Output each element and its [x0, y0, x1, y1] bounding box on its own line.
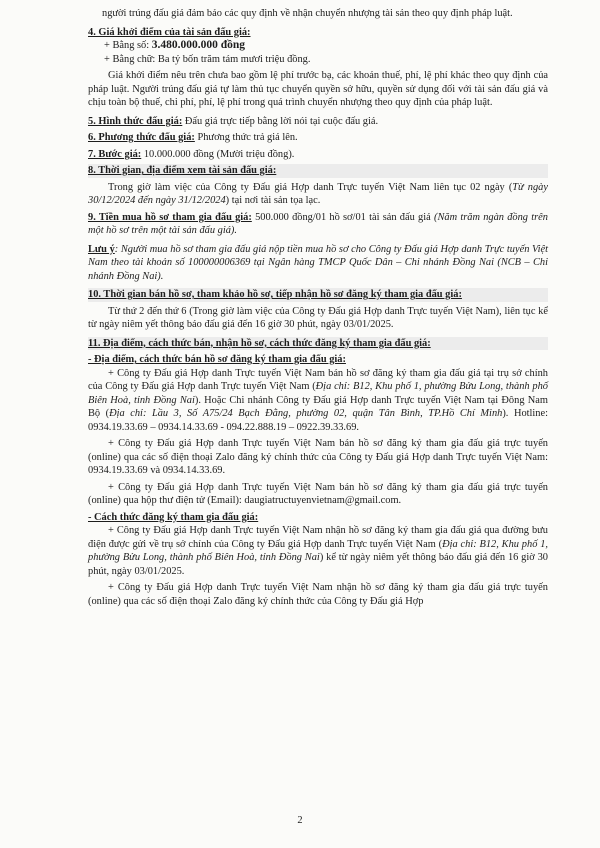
registration-para-1-a: + Công ty Đấu giá Hợp danh Trực tuyến Việt Nam nhận hồ sơ đăng ký tham gia đấu giá qua đường bưu điện được gửi về trụ sở chính của Công ty Đấu giá Hợp danh Trực tuyến Việt Nam ( — [88, 525, 548, 550]
section-8-dates: Từ ngày 30/12/2024 đến ngày 31/12/2024 — [88, 181, 548, 206]
note-label: Lưu ý — [88, 243, 115, 255]
starting-price-number-value: 3.480.000.000 đồng — [151, 39, 246, 51]
section-9 — [88, 211, 548, 238]
hotline-text: ). Hotline: 0934.19.33.69 – 0934.14.33.69 - 094.22.888.19 – 0922.39.33.69. — [88, 408, 548, 433]
intro-text: người trúng đấu giá đảm bảo các quy định về nhận chuyển nhượng tài sản theo quy định pháp luật. — [102, 8, 513, 19]
section-4 — [88, 26, 548, 40]
sale-location-para-2: + Công ty Đấu giá Hợp danh Trực tuyến Việt Nam bán hồ sơ đăng ký tham gia đấu giá trực tuyến (online) qua các số điện thoại Zalo đăng ký chính thức của Công ty Đấu giá Hợp danh Trực tuyến Việt Nam: 0934.19.33.69 và 0934.14.33.69. — [88, 438, 548, 476]
section-11-sub2 — [88, 511, 548, 525]
page-number: 2 — [297, 815, 303, 826]
sale-location-para-1 — [88, 367, 548, 435]
section-6-text: Phương thức trả giá lên. — [194, 132, 298, 143]
registration-address: Địa chỉ: B12, Khu phố 1, phường Bửu Long, thành phố Biên Hoà, tỉnh Đồng Nai — [88, 538, 549, 563]
starting-price-number — [88, 39, 548, 53]
registration-heading: - Cách thức đăng ký tham gia đấu giá: — [88, 511, 259, 523]
section-5-title: 5. Hình thức đấu giá: — [88, 115, 183, 127]
registration-para-1-b: ) kể từ ngày niêm yết thông báo đấu giá đến 16 giờ 30 phút, ngày 03/01/2025. — [88, 552, 548, 577]
section-8-title: 8. Thời gian, địa điểm xem tài sản đấu giá: — [88, 165, 277, 176]
section-6 — [88, 131, 548, 145]
section-5-text: Đấu giá trực tiếp bằng lời nói tại cuộc đấu giá. — [182, 115, 379, 127]
starting-price-note: Giá khởi điểm nêu trên chưa bao gồm lệ phí trước bạ, các khoản thuế, phí, lệ phí khác theo quy định của pháp luật. Người trúng đấu giá tự làm thủ tục chuyển quyền sở hữu, quyền sử dụng đối với tài sản đấu giá và chịu toàn bộ thuế, chi phí, phí, lệ phí trong quá trình chuyển nhượng theo quy định của pháp luật. — [88, 70, 548, 108]
note-block — [88, 243, 548, 284]
section-10-text: Từ thứ 2 đến thứ 6 (Trong giờ làm việc của Công ty Đấu giá Hợp danh Trực tuyến Việt Nam), liên tục kể từ ngày niêm yết thông báo đấu giá đến 16 giờ 30 phút, ngày 03/01/2025. — [88, 305, 548, 330]
section-9-title: 9. Tiền mua hồ sơ tham gia đấu giá: — [88, 211, 252, 223]
section-5 — [88, 115, 548, 129]
note-text: : Người mua hồ sơ tham gia đấu giá nộp tiền mua hồ sơ cho Công ty Đấu giá Hợp danh Trực tuyến Việt Nam theo tài khoản số 100000006369 tại Ngân hàng TMCP Quốc Dân – Chi nhánh Đồng Nai (NCB – Chi nhánh Đồng Nai). — [88, 243, 548, 282]
branch-address: Địa chỉ: Lầu 3, Số A75/24 Bạch Đằng, phường 02, quận Tân Bình, TP.Hồ Chí Minh — [109, 408, 503, 419]
section-10-title: 10. Thời gian bán hồ sơ, tham khảo hồ sơ, tiếp nhận hồ sơ đăng ký tham gia đấu giá: — [88, 289, 462, 300]
section-8-text-b: ) tại nơi tài sản tọa lạc. — [225, 195, 321, 206]
registration-para-2: + Công ty Đấu giá Hợp danh Trực tuyến Việt Nam nhận hồ sơ đăng ký tham gia đấu giá trực tuyến (online) qua các số điện thoại Zalo đăng ký chính thức của Công ty Đấu giá Hợp — [88, 582, 548, 607]
section-11-title: 11. Địa điểm, cách thức bán, nhận hồ sơ, cách thức đăng ký tham gia đấu giá: — [88, 337, 431, 349]
section-10 — [88, 288, 548, 302]
section-9-italic: (Năm trăm ngàn đồng trên một hồ sơ trên một tài sản đấu giá). — [88, 211, 548, 236]
section-7-title: 7. Bước giá: — [88, 148, 142, 160]
registration-para-1 — [88, 524, 548, 578]
section-8-text-a: Trong giờ làm việc của Công ty Đấu giá Hợp danh Trực tuyến Việt Nam liên tục 02 ngày ( — [108, 181, 513, 193]
section-7-text: 10.000.000 đồng (Mười triệu đồng). — [141, 148, 295, 160]
section-4-title: 4. Giá khởi điểm của tài sản đấu giá: — [88, 26, 251, 38]
section-9-text: 500.000 đồng/01 hồ sơ/01 tài sản đấu giá — [251, 211, 434, 223]
starting-price-words-value: Ba tỷ bốn trăm tám mươi triệu đồng. — [157, 53, 311, 65]
starting-price-number-label: + Bằng số: — [104, 40, 152, 51]
head-office-address: Địa chỉ: B12, Khu phố 1, phường Bửu Long, thành phố Biên Hoà, tỉnh Đồng Nai — [88, 381, 548, 406]
sale-location-heading: - Địa điểm, cách thức bán hồ sơ đăng ký tham gia đấu giá: — [88, 354, 346, 365]
sale-location-para-1-a: + Công ty Đấu giá Hợp danh Trực tuyến Việt Nam bán hồ sơ đăng ký tham gia đấu giá tại trụ sở chính của Công ty Đấu giá Hợp danh Trực tuyến Việt Nam ( — [88, 367, 548, 392]
section-11 — [88, 337, 548, 351]
section-11-sub1 — [88, 353, 548, 367]
sale-location-para-3: + Công ty Đấu giá Hợp danh Trực tuyến Việt Nam bán hồ sơ đăng ký tham gia đấu giá trực tuyến (online) qua hộp thư điện tử (Email): daugiatructuyenvietnam@gmail.com. — [88, 481, 548, 506]
sale-location-para-1-b: ). Hoặc Chi nhánh Công ty Đấu giá Hợp danh Trực tuyến Việt Nam tại Đông Nam Bộ ( — [88, 394, 548, 419]
section-8 — [88, 164, 548, 178]
starting-price-words — [88, 53, 548, 67]
starting-price-words-label: + Bằng chữ: — [104, 53, 158, 65]
section-6-title: 6. Phương thức đấu giá: — [88, 132, 195, 143]
section-8-text — [88, 181, 548, 208]
section-7 — [88, 148, 548, 162]
